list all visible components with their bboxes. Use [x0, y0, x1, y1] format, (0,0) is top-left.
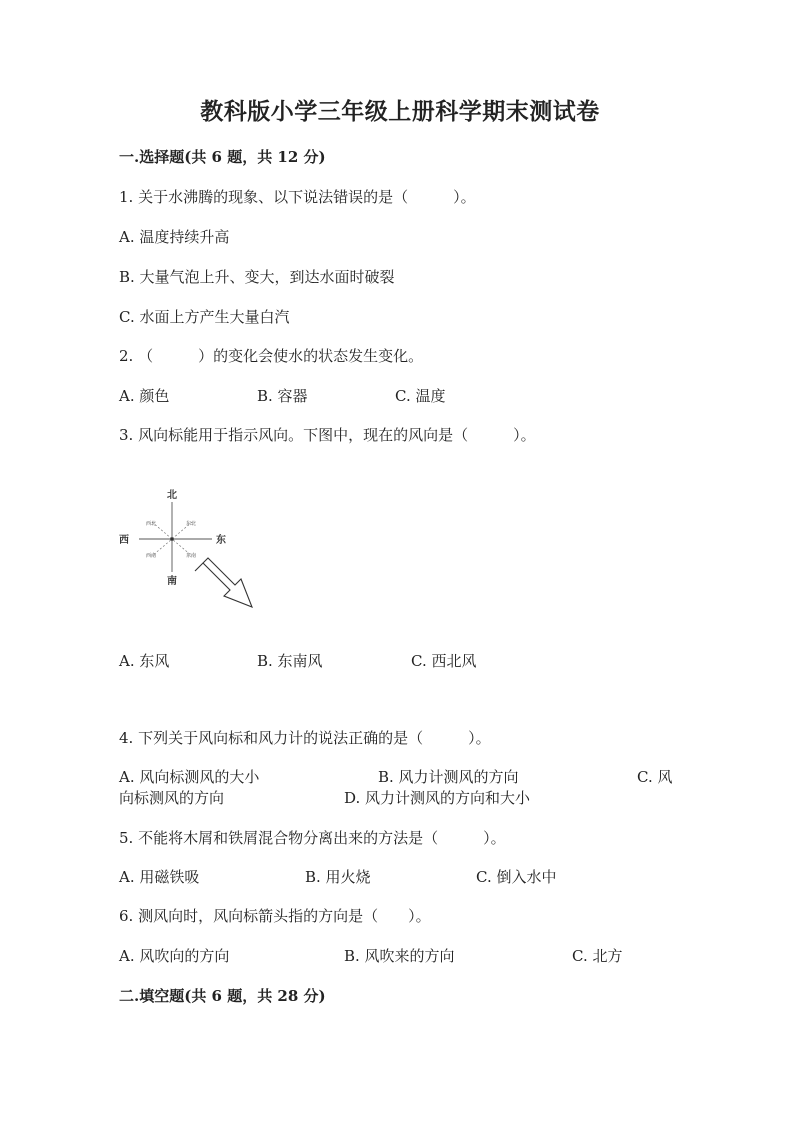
question-1-option-c: C. 水面上方产生大量白汽	[119, 308, 290, 326]
question-3-option-c: C. 西北风	[411, 652, 477, 670]
question-2-option-c: C. 温度	[395, 387, 446, 405]
question-2-stem: 2. （ ）的变化会使水的状态发生变化。	[119, 347, 424, 365]
question-4-option-c-end: 向标测风的方向	[119, 789, 225, 807]
compass-wind-vane-diagram	[114, 484, 264, 614]
section-heading-choice: 一.选择题(共 6 题，共 12 分)	[119, 148, 326, 166]
question-2-option-b: B. 容器	[257, 387, 308, 405]
compass-label-west: 西	[119, 535, 129, 546]
question-5-option-a: A. 用磁铁吸	[119, 868, 200, 886]
question-3-option-a: A. 东风	[119, 652, 170, 670]
compass-label-northwest: 西北	[146, 521, 157, 527]
compass-label-southeast: 东南	[186, 553, 197, 559]
question-3-option-b: B. 东南风	[257, 652, 323, 670]
page-title: 教科版小学三年级上册科学期末测试卷	[200, 98, 600, 125]
compass-label-northeast: 东北	[186, 521, 197, 527]
question-4-option-a: A. 风向标测风的大小	[119, 768, 260, 786]
wind-direction-arrow	[195, 558, 252, 607]
question-4-option-b: B. 风力计测风的方向	[378, 768, 519, 786]
question-1-stem: 1. 关于水沸腾的现象、以下说法错误的是（ ）。	[119, 188, 476, 206]
compass-label-east: 东	[216, 535, 226, 546]
question-4-option-d: D. 风力计测风的方向和大小	[344, 789, 531, 807]
compass-label-southwest: 西南	[146, 553, 157, 559]
question-4-stem: 4. 下列关于风向标和风力计的说法正确的是（ ）。	[119, 729, 491, 747]
compass-center	[170, 537, 174, 541]
question-1-option-a: A. 温度持续升高	[119, 228, 230, 246]
question-3-stem: 3. 风向标能用于指示风向。下图中，现在的风向是（ ）。	[119, 426, 536, 444]
section-heading-fill-in: 二.填空题(共 6 题，共 28 分)	[119, 987, 326, 1005]
question-6-option-c: C. 北方	[572, 947, 623, 965]
question-6-option-b: B. 风吹来的方向	[344, 947, 455, 965]
question-1-option-b: B. 大量气泡上升、变大，到达水面时破裂	[119, 268, 395, 286]
question-5-option-b: B. 用火烧	[305, 868, 371, 886]
question-6-stem: 6. 测风向时，风向标箭头指的方向是（ ）。	[119, 907, 431, 925]
question-2-option-a: A. 颜色	[119, 387, 170, 405]
compass-label-south: 南	[167, 576, 177, 587]
question-5-stem: 5. 不能将木屑和铁屑混合物分离出来的方法是（ ）。	[119, 829, 506, 847]
question-6-option-a: A. 风吹向的方向	[119, 947, 230, 965]
question-5-option-c: C. 倒入水中	[476, 868, 557, 886]
compass-label-north: 北	[167, 490, 177, 501]
question-4-option-c-start: C. 风	[637, 768, 673, 786]
